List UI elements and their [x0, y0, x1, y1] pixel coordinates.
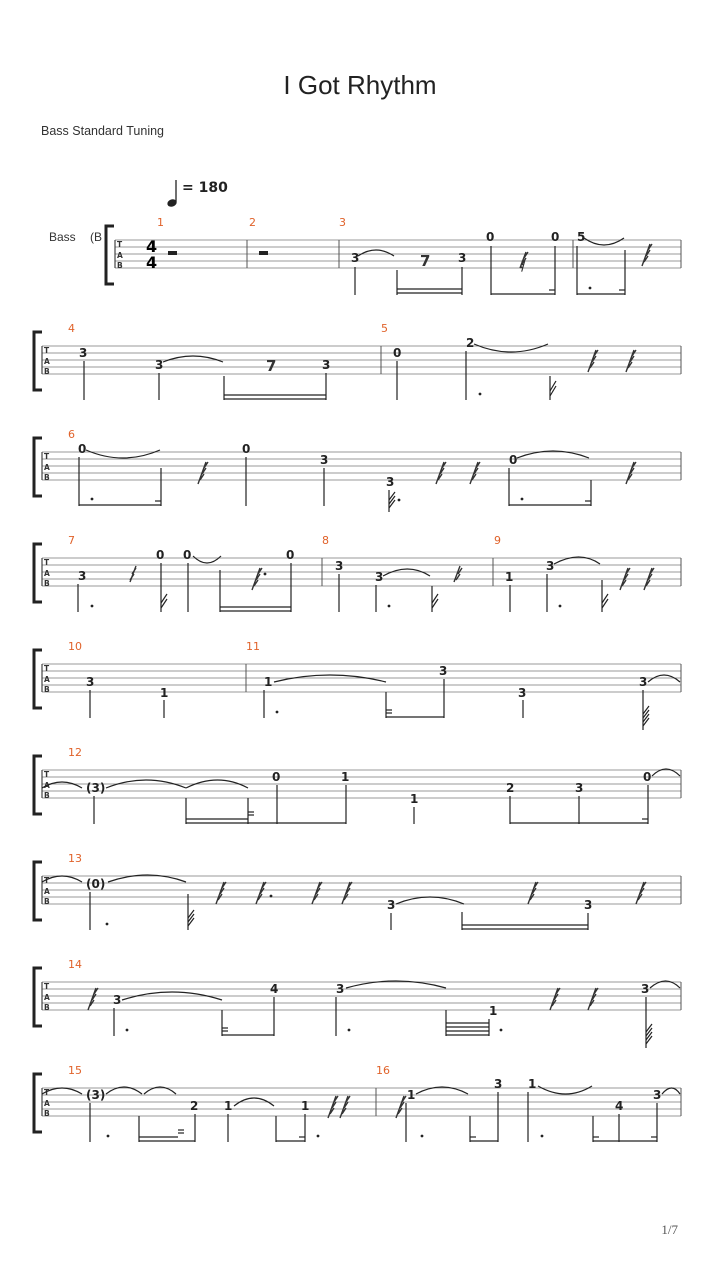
tab-note: (3) — [86, 781, 106, 795]
tab-note: 1 — [301, 1099, 310, 1113]
tab-note: 3 — [322, 358, 331, 372]
tab-note: 2 — [506, 781, 515, 795]
svg-text:A: A — [44, 781, 50, 790]
tab-note: 3 — [155, 358, 164, 372]
tab-note: 3 — [575, 781, 584, 795]
tab-note: 1 — [505, 570, 514, 584]
tab-note: 0 — [242, 442, 251, 456]
tab-note: 4 — [270, 982, 279, 996]
whole-rest — [168, 251, 177, 255]
measure-number: 5 — [381, 322, 388, 335]
measure-number: 2 — [249, 216, 256, 229]
svg-text:A: A — [44, 463, 50, 472]
tab-system-7 — [34, 852, 681, 930]
tuning-label: Bass Standard Tuning — [41, 124, 164, 138]
whole-rest — [259, 251, 268, 255]
tab-system-2 — [34, 322, 681, 400]
tab-note: 3 — [78, 569, 87, 583]
tab-note: 3 — [113, 993, 122, 1007]
tab-note: 0 — [156, 548, 165, 562]
score-title: I Got Rhythm — [283, 70, 437, 100]
tab-note: 0 — [78, 442, 87, 456]
tab-system-8 — [34, 958, 681, 1048]
svg-text:B: B — [44, 473, 50, 482]
tab-note: 2 — [190, 1099, 199, 1113]
tempo-value: = 180 — [182, 180, 228, 196]
svg-text:𝅀: 𝅀 — [520, 257, 526, 275]
tab-note: 3 — [86, 675, 95, 689]
time-sig-bottom: 4 — [146, 253, 158, 272]
measure-number: 10 — [68, 640, 82, 653]
measure-number: 7 — [68, 534, 75, 547]
svg-text:T: T — [44, 452, 50, 461]
svg-text:B: B — [44, 579, 50, 588]
tab-note: 3 — [641, 982, 650, 996]
svg-text:T: T — [117, 240, 123, 249]
page-number: 1/7 — [661, 1222, 678, 1237]
svg-text:7: 7 — [266, 357, 277, 375]
measure-number: 3 — [339, 216, 346, 229]
tab-note: 0 — [551, 230, 560, 244]
tab-note: 0 — [183, 548, 192, 562]
svg-text:A: A — [44, 357, 50, 366]
svg-text:T: T — [44, 664, 50, 673]
instrument-tuning-abbrev: (B — [90, 230, 102, 244]
svg-text:T: T — [44, 982, 50, 991]
tab-note: 3 — [546, 559, 555, 573]
tab-note: 3 — [375, 570, 384, 584]
svg-text:A: A — [117, 251, 123, 260]
tab-note: 3 — [639, 675, 648, 689]
tab-system-6 — [34, 746, 681, 824]
instrument-name: Bass — [49, 230, 76, 244]
tab-note: 3 — [387, 898, 396, 912]
measure-number: 16 — [376, 1064, 390, 1077]
svg-text:B: B — [44, 367, 50, 376]
tab-note: 0 — [393, 346, 402, 360]
time-sig-top: 4 — [146, 237, 158, 256]
svg-text:A: A — [44, 993, 50, 1002]
tab-note: 1 — [489, 1004, 498, 1018]
tab-note: 3 — [386, 475, 395, 489]
tab-note: 3 — [439, 664, 448, 678]
tab-note: 3 — [458, 251, 467, 265]
measure-number: 6 — [68, 428, 75, 441]
svg-text:T: T — [44, 770, 50, 779]
tab-note: 3 — [320, 453, 329, 467]
svg-text:A: A — [44, 1099, 50, 1108]
tab-note: 2 — [466, 336, 475, 350]
tab-note: 3 — [518, 686, 527, 700]
tab-note: 3 — [336, 982, 345, 996]
svg-text:B: B — [44, 1109, 50, 1118]
tab-note: 1 — [341, 770, 350, 784]
tab-note: 3 — [494, 1077, 503, 1091]
svg-text:B: B — [44, 791, 50, 800]
svg-text:T: T — [44, 1088, 50, 1097]
svg-text:B: B — [117, 261, 123, 270]
tab-system-5 — [34, 640, 681, 730]
svg-text:T: T — [44, 876, 50, 885]
tab-note: 0 — [272, 770, 281, 784]
tab-system-9 — [34, 1064, 681, 1142]
tab-note: 1 — [410, 792, 419, 806]
measure-number: 8 — [322, 534, 329, 547]
svg-text:A: A — [44, 887, 50, 896]
tab-system-1 — [106, 216, 681, 295]
tab-note: 3 — [351, 251, 360, 265]
tab-note: 1 — [264, 675, 273, 689]
tab-note: 1 — [528, 1077, 537, 1091]
tab-system-3 — [34, 428, 681, 512]
tab-note: 0 — [486, 230, 495, 244]
tab-note: 4 — [615, 1099, 624, 1113]
tab-note: 1 — [407, 1088, 416, 1102]
tab-note: 3 — [653, 1088, 662, 1102]
measure-number: 13 — [68, 852, 82, 865]
tab-note: 3 — [79, 346, 88, 360]
tab-note: (3) — [86, 1088, 106, 1102]
tab-note: (0) — [86, 877, 106, 891]
tab-note: 3 — [335, 559, 344, 573]
tab-note: 0 — [286, 548, 295, 562]
svg-text:B: B — [44, 897, 50, 906]
tab-note: 5 — [577, 230, 586, 244]
measure-number: 4 — [68, 322, 75, 335]
svg-text:T: T — [44, 558, 50, 567]
tab-note: 3 — [584, 898, 593, 912]
tab-note: 0 — [509, 453, 518, 467]
tab-note: 0 — [643, 770, 652, 784]
measure-number: 1 — [157, 216, 164, 229]
measure-number: 11 — [246, 640, 260, 653]
measure-number: 14 — [68, 958, 82, 971]
measure-number: 9 — [494, 534, 501, 547]
svg-text:T: T — [44, 346, 50, 355]
tab-system-4 — [34, 534, 681, 612]
svg-text:7: 7 — [420, 252, 431, 270]
measure-number: 15 — [68, 1064, 82, 1077]
svg-text:B: B — [44, 1003, 50, 1012]
svg-text:A: A — [44, 675, 50, 684]
measure-number: 12 — [68, 746, 82, 759]
tab-note: 1 — [224, 1099, 233, 1113]
svg-text:B: B — [44, 685, 50, 694]
tab-note: 1 — [160, 686, 169, 700]
svg-text:A: A — [44, 569, 50, 578]
